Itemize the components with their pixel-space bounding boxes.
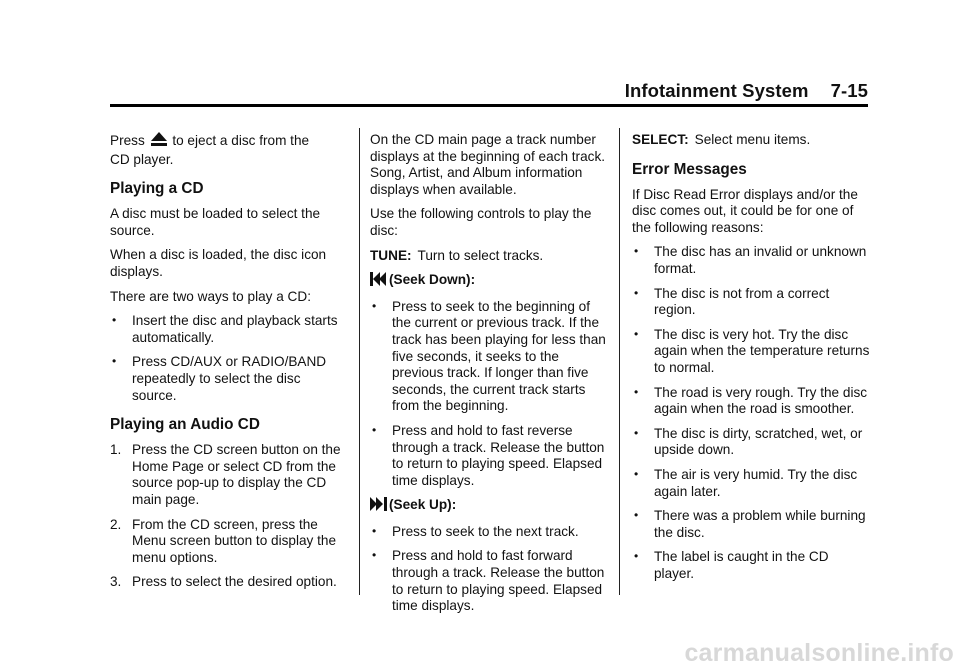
list-item xyxy=(632,286,872,319)
column-2 xyxy=(370,132,612,623)
select-term: SELECT: xyxy=(632,132,689,147)
seek-down-label: (Seek Down): xyxy=(389,272,476,288)
step-text: Press to select the desired option. xyxy=(132,574,337,590)
list-item xyxy=(370,524,612,541)
list-item-text: The air is very humid. Try the disc again later. xyxy=(654,466,858,499)
list-item-text: Insert the disc and playback starts automatically. xyxy=(132,313,338,345)
list-item-text: Press and hold to fast reverse through a track. Release the button to return to playing speed. Elapsed time displays. xyxy=(392,422,605,488)
step-item xyxy=(110,574,348,591)
paragraph-disc-icon: When a disc is loaded, the disc icon displays. xyxy=(110,247,327,279)
bullet: • xyxy=(372,523,377,538)
eject-paragraph xyxy=(110,132,348,168)
seek-down-icon xyxy=(370,272,387,291)
column-3 xyxy=(632,132,872,590)
column-1 xyxy=(110,132,348,599)
bullet: • xyxy=(634,285,639,300)
bullet: • xyxy=(634,326,639,341)
seek-up-heading xyxy=(370,497,612,516)
bullet: • xyxy=(372,548,377,563)
bullet: • xyxy=(634,549,639,564)
eject-icon xyxy=(151,132,167,152)
seek-down-heading xyxy=(370,272,612,291)
list-item xyxy=(632,508,872,541)
audio-cd-steps xyxy=(110,442,348,591)
bullet: • xyxy=(634,425,639,440)
section-title: Infotainment System xyxy=(624,80,809,101)
step-number: 2. xyxy=(110,516,122,532)
seek-up-icon xyxy=(370,497,387,516)
list-item-text: Press and hold to fast forward through a track. Release the button to return to playing speed. Elapsed time displays. xyxy=(392,548,605,614)
list-item xyxy=(632,467,872,500)
paragraph-two-ways: There are two ways to play a CD: xyxy=(110,288,311,304)
list-item xyxy=(110,313,348,346)
paragraph-errors: If Disc Read Error displays and/or the disc comes out, it could be for one of the following reasons: xyxy=(632,186,858,235)
bullet: • xyxy=(634,244,639,259)
list-item xyxy=(632,549,872,582)
list-item-text: The disc is dirty, scratched, wet, or upside down. xyxy=(654,425,863,458)
bullet: • xyxy=(634,508,639,523)
seek-up-list xyxy=(370,524,612,615)
list-item-text: Press CD/AUX or RADIO/BAND repeatedly to select the disc source. xyxy=(132,354,327,403)
list-item xyxy=(370,299,612,415)
list-item-text: The disc has an invalid or unknown format. xyxy=(654,244,867,276)
step-text: From the CD screen, press the Menu screen button to display the menu options. xyxy=(132,516,337,565)
step-number: 1. xyxy=(110,442,122,458)
bullet: • xyxy=(634,466,639,481)
paragraph-disc-loaded: A disc must be loaded to select the source. xyxy=(110,206,321,238)
heading-error-messages: Error Messages xyxy=(632,160,747,178)
list-item xyxy=(370,423,612,489)
step-item xyxy=(110,442,348,508)
list-item-text: The road is very rough. Try the disc again when the road is smoother. xyxy=(654,384,868,417)
column-divider-1 xyxy=(359,128,360,595)
error-reasons-list xyxy=(632,244,872,582)
bullet: • xyxy=(112,354,117,369)
select-definition xyxy=(632,132,872,149)
seek-down-list xyxy=(370,299,612,490)
seek-up-label: (Seek Up): xyxy=(389,497,457,513)
step-item xyxy=(110,517,348,567)
bullet: • xyxy=(372,298,377,313)
header-text xyxy=(625,80,868,102)
paragraph-track-info: On the CD main page a track number displays at the beginning of each track. Song, Artist, and Album information displays when available. xyxy=(370,132,606,197)
list-item xyxy=(110,354,348,404)
header-rule xyxy=(110,104,868,107)
paragraph-controls: Use the following controls to play the disc: xyxy=(370,206,592,238)
eject-text-line2: CD player. xyxy=(110,151,174,167)
play-methods-list xyxy=(110,313,348,404)
list-item xyxy=(632,426,872,459)
tune-definition xyxy=(370,248,612,265)
list-item-text: The disc is not from a correct region. xyxy=(654,285,830,318)
step-number: 3. xyxy=(110,574,122,590)
list-item-text: The disc is very hot. Try the disc again when the temperature returns to normal. xyxy=(654,326,870,375)
list-item xyxy=(632,327,872,377)
bullet: • xyxy=(634,384,639,399)
step-text: Press the CD screen button on the Home Page or select CD from the source pop-up to display the CD main page. xyxy=(132,442,341,507)
select-text: Select menu items. xyxy=(694,132,811,147)
eject-text-pre: Press xyxy=(110,133,145,148)
column-divider-2 xyxy=(619,128,620,595)
heading-playing-a-cd: Playing a CD xyxy=(110,180,204,198)
page-header xyxy=(110,80,868,103)
page-number: 7-15 xyxy=(830,80,868,101)
eject-text-post: to eject a disc from the xyxy=(172,133,310,148)
list-item xyxy=(370,548,612,614)
tune-term: TUNE: xyxy=(370,247,412,263)
list-item xyxy=(632,385,872,418)
bullet: • xyxy=(112,313,117,328)
list-item xyxy=(632,244,872,277)
watermark: carmanualsonline.info xyxy=(684,639,954,667)
heading-playing-an-audio-cd: Playing an Audio CD xyxy=(110,416,260,434)
list-item-text: The label is caught in the CD player. xyxy=(654,549,829,581)
list-item-text: Press to seek to the beginning of the current or previous track. If the track has been playing for less than five seconds, it seeks to the previous track. If longer than five seconds, the current track starts from the beginning. xyxy=(392,298,606,414)
tune-text: Turn to select tracks. xyxy=(417,247,544,263)
list-item-text: There was a problem while burning the disc. xyxy=(654,508,866,540)
list-item-text: Press to seek to the next track. xyxy=(392,523,579,539)
bullet: • xyxy=(372,422,377,437)
